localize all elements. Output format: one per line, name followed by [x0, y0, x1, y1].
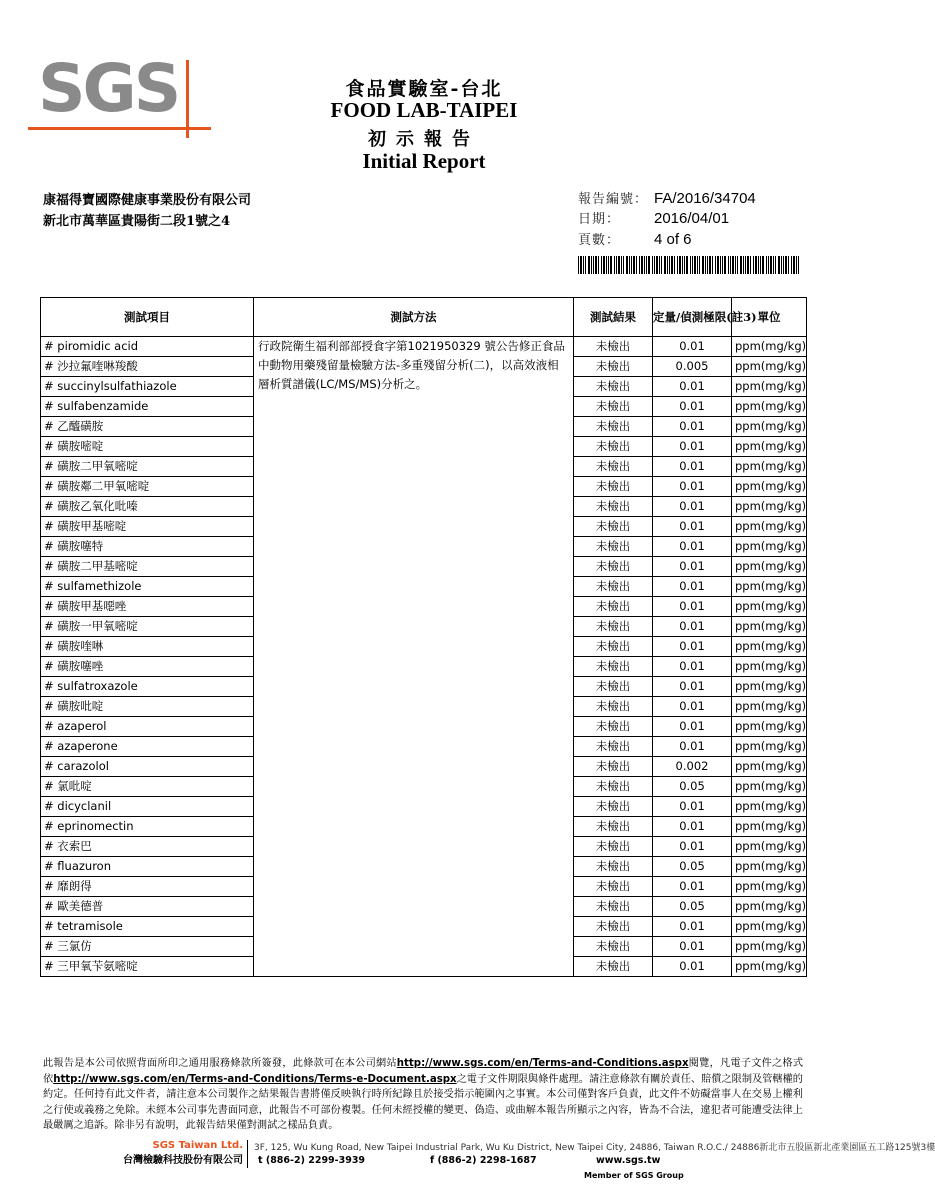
report-date-value: 2016/04/01 — [654, 210, 730, 227]
table-row — [41, 337, 807, 357]
cell-test-item: # 磺胺鄰二甲氧嘧啶 — [41, 477, 254, 497]
report-type-en: Initial Report — [362, 149, 486, 173]
cell-unit: ppm(mg/kg) — [732, 497, 807, 517]
lab-title-zh: 食品實驗室-台北 — [345, 78, 503, 100]
cell-limit: 0.05 — [653, 897, 732, 917]
cell-test-item: # 歐美德普 — [41, 897, 254, 917]
cell-test-item: # 衣索巴 — [41, 837, 254, 857]
cell-test-item: # dicyclanil — [41, 797, 254, 817]
member-of-sgs: Member of SGS Group — [584, 1171, 684, 1180]
cell-result: 未檢出 — [574, 637, 653, 657]
cell-result: 未檢出 — [574, 417, 653, 437]
cell-limit: 0.01 — [653, 637, 732, 657]
cell-test-item: # tetramisole — [41, 917, 254, 937]
cell-result: 未檢出 — [574, 537, 653, 557]
cell-test-item: # 沙拉氟喹啉羧酸 — [41, 357, 254, 377]
cell-unit: ppm(mg/kg) — [732, 417, 807, 437]
cell-test-item: # carazolol — [41, 757, 254, 777]
client-address: 新北市萬華區貴陽街二段1號之4 — [43, 214, 231, 229]
cell-result: 未檢出 — [574, 677, 653, 697]
cell-limit: 0.005 — [653, 357, 732, 377]
cell-test-item: # 磺胺吡啶 — [41, 697, 254, 717]
cell-test-item: # 磺胺乙氧化吡嗪 — [41, 497, 254, 517]
sgs-logo-text: SGS — [38, 50, 179, 127]
cell-test-item: # 三氯仿 — [41, 937, 254, 957]
cell-limit: 0.01 — [653, 797, 732, 817]
cell-unit: ppm(mg/kg) — [732, 857, 807, 877]
cell-unit: ppm(mg/kg) — [732, 957, 807, 977]
company-fax: f (886-2) 2298-1687 — [430, 1155, 537, 1166]
cell-limit: 0.01 — [653, 737, 732, 757]
disclaimer-part2: 閱覽，凡電子文件之格式依 — [43, 1058, 804, 1085]
cell-unit: ppm(mg/kg) — [732, 897, 807, 917]
cell-result: 未檢出 — [574, 937, 653, 957]
cell-unit: ppm(mg/kg) — [732, 877, 807, 897]
company-phone: t (886-2) 2299-3939 — [258, 1155, 366, 1166]
report-date — [578, 208, 729, 227]
cell-limit: 0.01 — [653, 657, 732, 677]
cell-limit: 0.01 — [653, 837, 732, 857]
cell-unit: ppm(mg/kg) — [732, 557, 807, 577]
lab-title-en: FOOD LAB-TAIPEI — [330, 98, 518, 122]
cell-test-item: # fluazuron — [41, 857, 254, 877]
cell-result: 未檢出 — [574, 837, 653, 857]
cell-test-method: 行政院衛生福利部部授食字第1021950329 號公告修正食品中動物用藥殘留量檢驗方法-多重殘留分析(二)，以高效液相層析質譜儀(LC/MS/MS)分析之。 — [254, 337, 574, 977]
cell-result: 未檢出 — [574, 697, 653, 717]
cell-unit: ppm(mg/kg) — [732, 637, 807, 657]
cell-limit: 0.01 — [653, 497, 732, 517]
cell-result: 未檢出 — [574, 497, 653, 517]
cell-result: 未檢出 — [574, 817, 653, 837]
cell-unit: ppm(mg/kg) — [732, 577, 807, 597]
cell-result: 未檢出 — [574, 917, 653, 937]
cell-unit: ppm(mg/kg) — [732, 397, 807, 417]
cell-limit: 0.01 — [653, 677, 732, 697]
cell-test-item: # 磺胺噻特 — [41, 537, 254, 557]
cell-unit: ppm(mg/kg) — [732, 597, 807, 617]
cell-limit: 0.01 — [653, 377, 732, 397]
header-unit: 單位 — [732, 298, 807, 337]
cell-limit: 0.002 — [653, 757, 732, 777]
table-header-row — [41, 298, 807, 337]
cell-test-item: # azaperone — [41, 737, 254, 757]
cell-unit: ppm(mg/kg) — [732, 437, 807, 457]
disclaimer-part1: 此報告是本公司依照背面所印之通用服務條款所簽發，此條款可在本公司網站 — [43, 1058, 397, 1069]
report-date-label: 日期： — [578, 212, 621, 227]
cell-test-item: # 磺胺二甲基嘧啶 — [41, 557, 254, 577]
cell-limit: 0.05 — [653, 857, 732, 877]
cell-test-item: # sulfamethizole — [41, 577, 254, 597]
cell-limit: 0.01 — [653, 577, 732, 597]
cell-unit: ppm(mg/kg) — [732, 657, 807, 677]
cell-limit: 0.01 — [653, 397, 732, 417]
cell-limit: 0.01 — [653, 437, 732, 457]
cell-result: 未檢出 — [574, 457, 653, 477]
company-name-en: SGS Taiwan Ltd. — [152, 1140, 243, 1151]
cell-limit: 0.01 — [653, 957, 732, 977]
cell-result: 未檢出 — [574, 617, 653, 637]
cell-limit: 0.01 — [653, 817, 732, 837]
cell-limit: 0.01 — [653, 557, 732, 577]
cell-limit: 0.01 — [653, 877, 732, 897]
barcode — [578, 256, 802, 274]
cell-unit: ppm(mg/kg) — [732, 917, 807, 937]
cell-result: 未檢出 — [574, 517, 653, 537]
report-pages — [578, 229, 692, 248]
cell-limit: 0.01 — [653, 697, 732, 717]
header-test-result: 測試結果 — [574, 298, 653, 337]
cell-result: 未檢出 — [574, 597, 653, 617]
cell-unit: ppm(mg/kg) — [732, 677, 807, 697]
cell-unit: ppm(mg/kg) — [732, 697, 807, 717]
cell-result: 未檢出 — [574, 377, 653, 397]
cell-result: 未檢出 — [574, 717, 653, 737]
cell-test-item: # 磺胺甲基噁唑 — [41, 597, 254, 617]
cell-result: 未檢出 — [574, 897, 653, 917]
cell-result: 未檢出 — [574, 357, 653, 377]
cell-unit: ppm(mg/kg) — [732, 777, 807, 797]
cell-test-item: # succinylsulfathiazole — [41, 377, 254, 397]
cell-test-item: # eprinomectin — [41, 817, 254, 837]
report-pages-value: 4 of 6 — [654, 231, 692, 248]
cell-test-item: # piromidic acid — [41, 337, 254, 357]
cell-result: 未檢出 — [574, 877, 653, 897]
cell-test-item: # 磺胺噻唑 — [41, 657, 254, 677]
cell-result: 未檢出 — [574, 757, 653, 777]
cell-result: 未檢出 — [574, 777, 653, 797]
e-document-terms-link[interactable]: http://www.sgs.com/en/Terms-and-Conditions/Terms-e-Document.aspx — [53, 1073, 457, 1085]
company-name-zh: 台灣檢驗科技股份有限公司 — [123, 1155, 243, 1166]
cell-test-item: # 磺胺一甲氧嘧啶 — [41, 617, 254, 637]
cell-limit: 0.01 — [653, 457, 732, 477]
cell-result: 未檢出 — [574, 797, 653, 817]
cell-result: 未檢出 — [574, 657, 653, 677]
report-type-zh: 初示報告 — [368, 129, 480, 150]
header-test-method: 測試方法 — [254, 298, 574, 337]
company-address: 3F, 125, Wu Kung Road, New Taipei Industrial Park, Wu Ku District, New Taipei City, 24886, Taiwan R.O.C./ 24886新北市五股區新北產業園區五工路125號3樓 — [254, 1143, 935, 1153]
cell-result: 未檢出 — [574, 737, 653, 757]
client-name: 康福得寶國際健康事業股份有限公司 — [43, 193, 252, 208]
cell-result: 未檢出 — [574, 857, 653, 877]
report-pages-label: 頁數： — [578, 233, 621, 248]
cell-unit: ppm(mg/kg) — [732, 337, 807, 357]
cell-limit: 0.01 — [653, 517, 732, 537]
cell-test-item: # 靡朗得 — [41, 877, 254, 897]
cell-unit: ppm(mg/kg) — [732, 717, 807, 737]
cell-unit: ppm(mg/kg) — [732, 617, 807, 637]
cell-result: 未檢出 — [574, 557, 653, 577]
cell-limit: 0.01 — [653, 537, 732, 557]
cell-result: 未檢出 — [574, 337, 653, 357]
report-number — [578, 188, 756, 207]
footer-company — [103, 1140, 243, 1166]
cell-unit: ppm(mg/kg) — [732, 737, 807, 757]
cell-test-item: # 磺胺嘧啶 — [41, 437, 254, 457]
cell-limit: 0.01 — [653, 597, 732, 617]
cell-unit: ppm(mg/kg) — [732, 517, 807, 537]
header-test-item: 測試項目 — [41, 298, 254, 337]
cell-limit: 0.01 — [653, 717, 732, 737]
cell-unit: ppm(mg/kg) — [732, 757, 807, 777]
report-number-label: 報告編號： — [578, 192, 649, 207]
cell-test-item: # 氯吡啶 — [41, 777, 254, 797]
cell-test-item: # sulfabenzamide — [41, 397, 254, 417]
cell-unit: ppm(mg/kg) — [732, 357, 807, 377]
cell-test-item: # 乙醯磺胺 — [41, 417, 254, 437]
cell-test-item: # 磺胺喹啉 — [41, 637, 254, 657]
cell-limit: 0.01 — [653, 477, 732, 497]
footer-divider — [247, 1140, 248, 1168]
cell-result: 未檢出 — [574, 957, 653, 977]
cell-limit: 0.01 — [653, 937, 732, 957]
cell-result: 未檢出 — [574, 397, 653, 417]
cell-unit: ppm(mg/kg) — [732, 937, 807, 957]
disclaimer-part3: 之電子文件期限與條件處理。請注意條款有關於責任、賠償之限制及管轄權的約定。任何持有此文件者，請注意本公司製作之結果報告書將僅反映執行時所紀錄且於接受指示範圍內之事實。本公司僅對客戶負責，此文件不妨礙當事人在交易上權利之行使或義務之免除。未經本公司事先書面同意，此報告不可部份複製。任何未經授權的變更、偽造、或曲解本報告所顯示之內容，皆為不合法，違犯者可能遭受法律上最嚴厲之追訴。除非另有說明，此報告結果僅對測試之樣品負責。 — [43, 1073, 803, 1131]
cell-test-item: # 磺胺甲基嘧啶 — [41, 517, 254, 537]
cell-result: 未檢出 — [574, 437, 653, 457]
cell-limit: 0.05 — [653, 777, 732, 797]
cell-limit: 0.01 — [653, 617, 732, 637]
terms-link[interactable]: http://www.sgs.com/en/Terms-and-Conditions.aspx — [396, 1058, 689, 1069]
cell-unit: ppm(mg/kg) — [732, 477, 807, 497]
cell-result: 未檢出 — [574, 477, 653, 497]
company-website[interactable]: www.sgs.tw — [596, 1155, 661, 1166]
cell-unit: ppm(mg/kg) — [732, 457, 807, 477]
cell-limit: 0.01 — [653, 417, 732, 437]
cell-limit: 0.01 — [653, 917, 732, 937]
cell-unit: ppm(mg/kg) — [732, 797, 807, 817]
report-number-value: FA/2016/34704 — [654, 190, 756, 207]
cell-unit: ppm(mg/kg) — [732, 537, 807, 557]
cell-test-item: # 磺胺二甲氧嘧啶 — [41, 457, 254, 477]
cell-test-item: # 三甲氧苄氨嘧啶 — [41, 957, 254, 977]
cell-result: 未檢出 — [574, 577, 653, 597]
header-limit: 定量/偵測極限(註3) — [653, 298, 732, 337]
cell-test-item: # sulfatroxazole — [41, 677, 254, 697]
disclaimer — [43, 1056, 803, 1134]
results-table — [40, 297, 807, 977]
cell-unit: ppm(mg/kg) — [732, 837, 807, 857]
cell-limit: 0.01 — [653, 337, 732, 357]
cell-unit: ppm(mg/kg) — [732, 817, 807, 837]
cell-unit: ppm(mg/kg) — [732, 377, 807, 397]
cell-test-item: # azaperol — [41, 717, 254, 737]
